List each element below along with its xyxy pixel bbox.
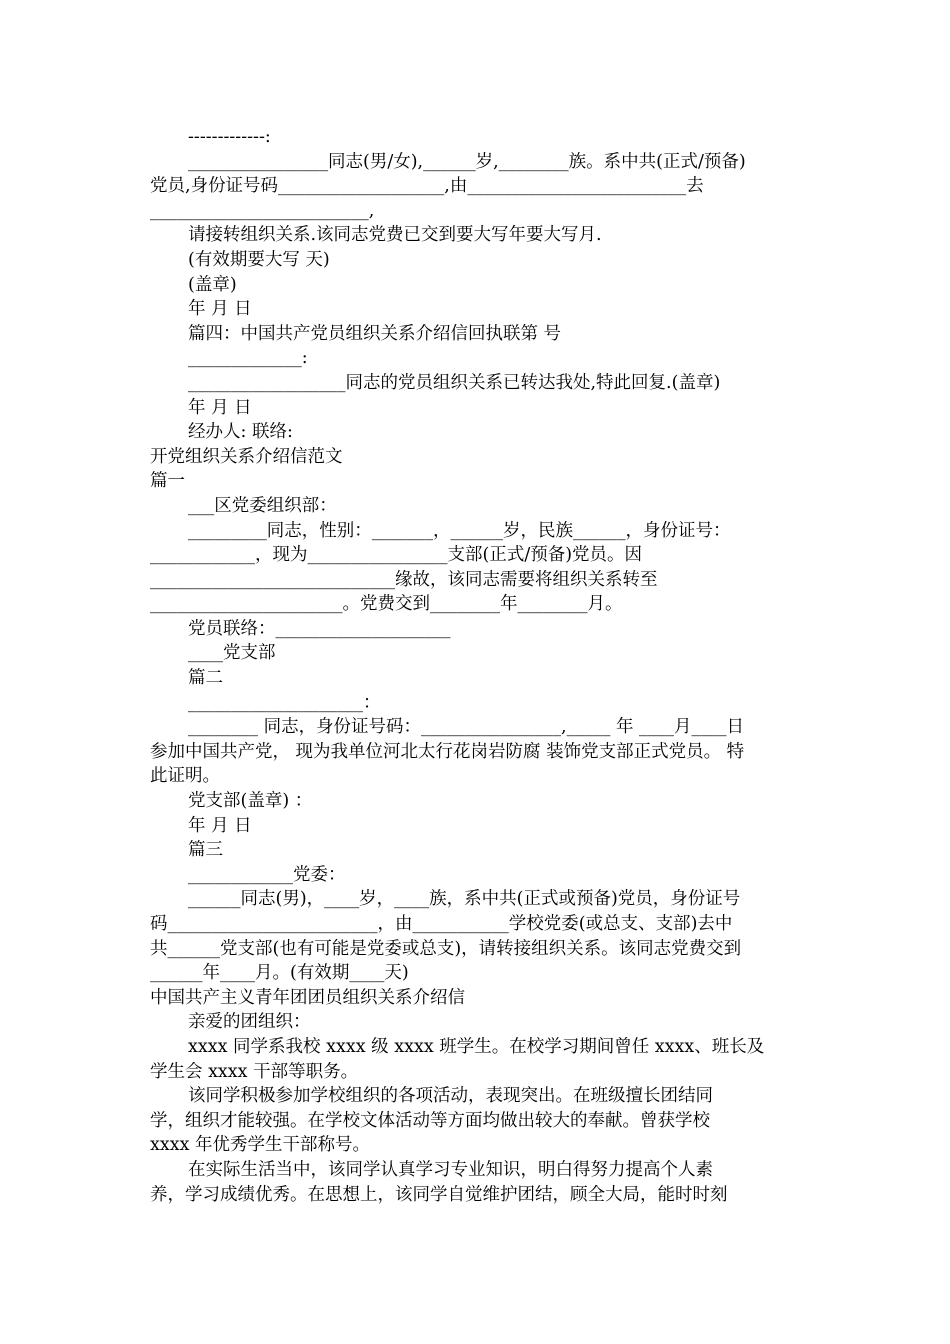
text-line: 年 月 日 <box>188 299 252 320</box>
document-page <box>150 125 800 1207</box>
text-line: 篇一 <box>150 471 185 492</box>
text-line: __________________同志的党员组织关系已转达我处,特此回复.(盖章) <box>188 372 721 393</box>
text-line: 学，组织才能较强。在学校文体活动等方面均做出较大的奉献。曾获学校 <box>150 1110 710 1131</box>
text-line: ____________________： <box>188 692 381 713</box>
text-line: _________________________, <box>150 200 375 221</box>
text-line: ____________党委： <box>188 864 346 885</box>
text-line: 共______党支部(也有可能是党委或总支)，请转接组织关系。该同志党费交到 <box>150 938 742 959</box>
text-line: ____________________________缘故，该同志需要将组织关系转至 <box>150 569 658 590</box>
text-line: 请接转组织关系.该同志党费已交到要大写年要大写月. <box>188 225 602 246</box>
text-line: ________ 同志，身份证号码：________________,_____ 年 ____月____日 <box>188 717 745 738</box>
text-line: -------------: <box>188 127 271 147</box>
text-line: ____党支部 <box>188 643 276 664</box>
text-line: 经办人: 联络: <box>188 422 293 443</box>
text-line: 年 月 日 <box>188 397 252 418</box>
text-line: 篇二 <box>188 668 223 689</box>
text-line: ___区党委组织部： <box>188 495 337 516</box>
text-line: xxxx 年优秀学生干部称号。 <box>150 1135 371 1156</box>
text-line: 在实际生活当中，该同学认真学习专业知识，明白得努力提高个人素 <box>188 1159 713 1180</box>
text-line: 党员联络：____________________ <box>188 618 451 639</box>
text-line: 此证明。 <box>150 766 220 787</box>
text-line: 学生会 xxxx 干部等职务。 <box>150 1061 359 1082</box>
text-line: _________同志，性别：_______，______岁，民族______，身份证号： <box>188 520 731 541</box>
text-line: 养，学习成绩优秀。在思想上，该同学自觉维护团结，顾全大局，能时时刻 <box>150 1184 728 1205</box>
text-line: 党支部(盖章) ： <box>188 791 313 812</box>
text-line: 党员,身份证号码___________________,由_________________________去 <box>150 176 704 197</box>
text-line: xxxx 同学系我校 xxxx 级 xxxx 班学生。在校学习期间曾任 xxxx、班长及 <box>188 1036 765 1057</box>
text-line: (盖章) <box>188 274 237 295</box>
text-line: ______同志(男)，____岁，____族，系中共(正式或预备)党员，身份证号 <box>188 889 741 910</box>
text-line: (有效期要大写 天) <box>188 249 330 270</box>
text-line: 开党组织关系介绍信范文 <box>150 446 343 467</box>
text-line: ______________________。党费交到________年________月。 <box>150 594 623 615</box>
text-line: 篇三 <box>188 840 223 861</box>
text-line: 亲爱的团组织： <box>188 1012 311 1033</box>
text-line: 年 月 日 <box>188 815 252 836</box>
text-line: 码________________________，由___________学校党委(或总支、支部)去中 <box>150 914 733 934</box>
text-line: ______年____月。(有效期____天) <box>150 963 409 984</box>
text-line: _____________: <box>188 348 308 369</box>
text-line: 篇四：中国共产党员组织关系介绍信回执联第 号 <box>188 323 562 344</box>
text-line: ________________同志(男/女),______岁,________族。系中共(正式/预备) <box>188 151 746 172</box>
text-line: 该同学积极参加学校组织的各项活动，表现突出。在班级擅长团结同 <box>188 1086 713 1107</box>
text-line: ____________，现为________________支部(正式/预备)党员。因 <box>150 545 643 566</box>
text-line: 参加中国共产党， 现为我单位河北太行花岗岩防腐 装饰党支部正式党员。 特 <box>150 741 745 762</box>
text-line: 中国共产主义青年团团员组织关系介绍信 <box>150 987 465 1008</box>
